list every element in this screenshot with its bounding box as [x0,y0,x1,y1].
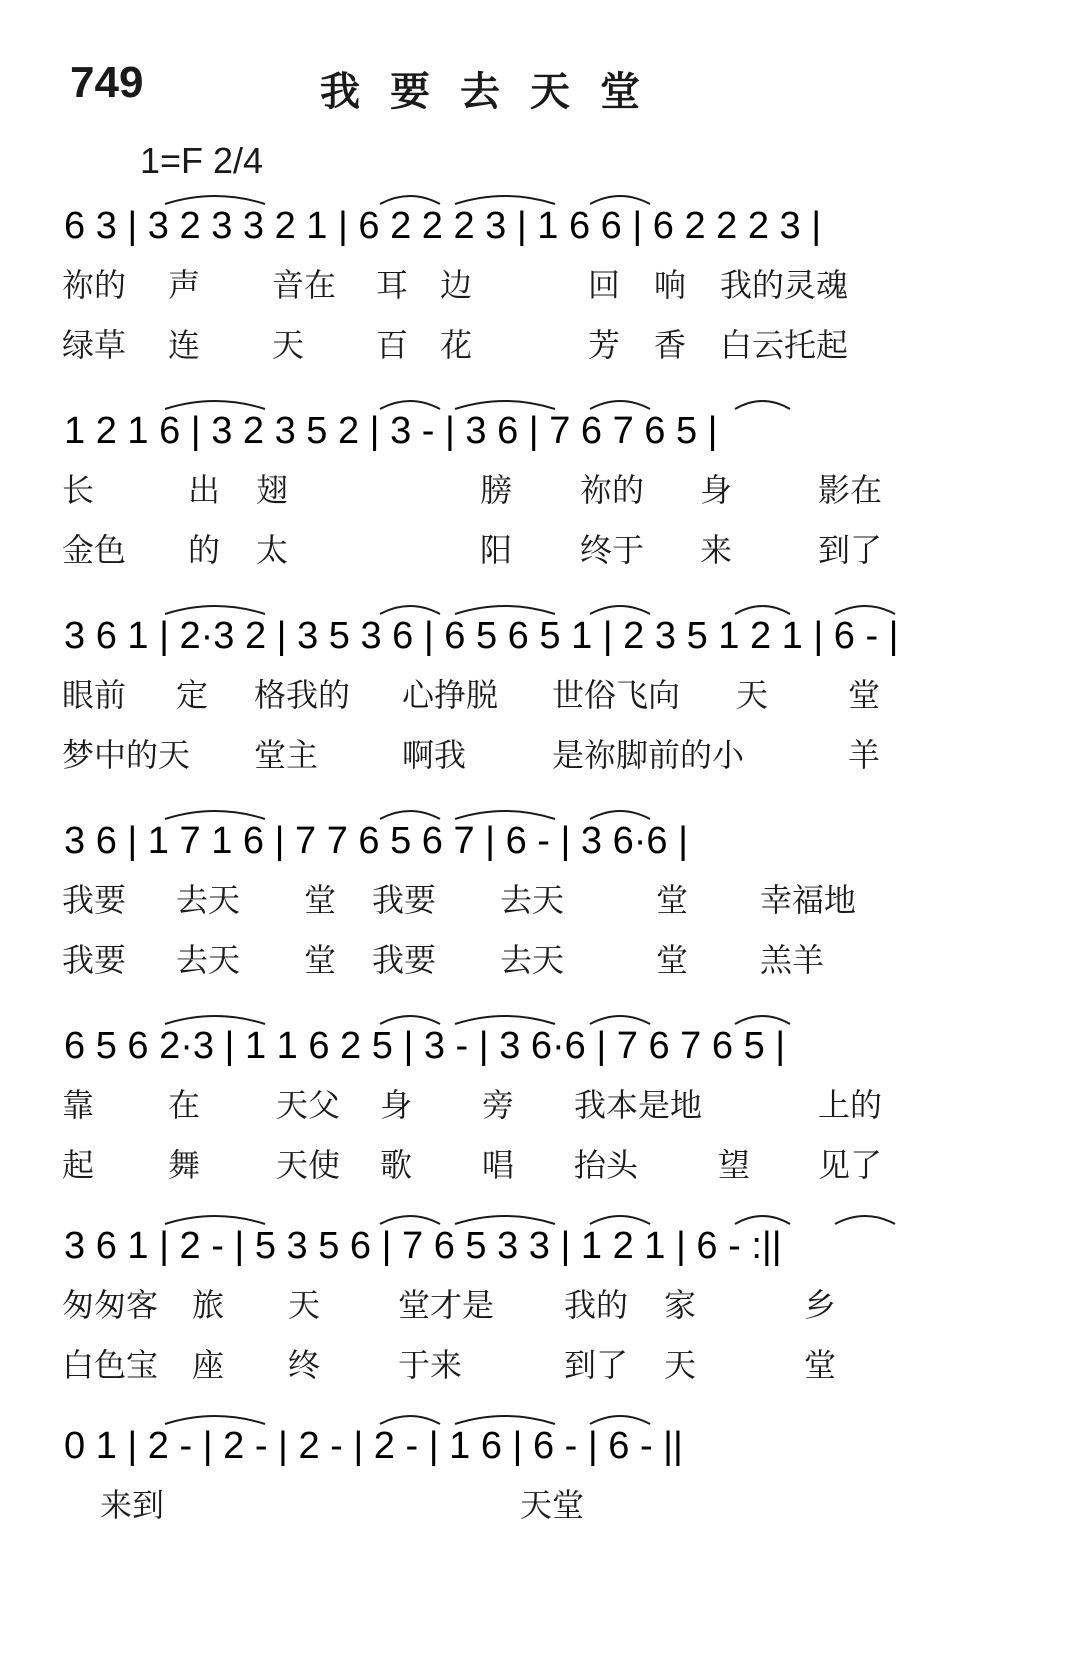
slur-arc [455,401,555,409]
lyric-word: 幸福地 [760,881,857,919]
lyric-verse-1 [0,1280,1067,1328]
lyric-word: 来到 [100,1486,165,1524]
lyric-word: 天使 [276,1146,341,1184]
notation-text: 1 2 1 6 | 3 2 3 5 2 | 3 - | 3 6 | 7 6 7 6 5 | [64,410,718,452]
notation-text: 0 1 | 2 - | 2 - | 2 - | 2 - | 1 6 | 6 - | 6 - || [64,1425,683,1467]
lyric-word: 天堂 [520,1486,585,1524]
lyric-word: 我本是地 [574,1086,703,1124]
lyric-word: 去天 [500,941,565,979]
lyric-word: 望 [718,1146,751,1184]
lyric-word: 终 [288,1346,321,1384]
slur-arc [835,1216,895,1224]
lyric-word: 金色 [62,531,127,569]
lyric-verse-2 [0,1340,1067,1388]
lyric-verse-1 [0,1480,1067,1528]
lyric-word: 羊 [848,736,881,774]
lyric-verse-1 [0,465,1067,513]
slur-arc [380,401,440,409]
lyric-word: 舞 [168,1146,201,1184]
lyric-word: 唱 [482,1146,515,1184]
lyric-word: 心挣脱 [402,676,499,714]
lyric-word: 翅 [256,471,289,509]
lyric-word: 来 [700,531,733,569]
lyric-word: 起 [62,1146,95,1184]
lyric-word: 我要 [372,881,437,919]
slur-arc [165,1416,265,1424]
lyric-verse-1 [0,875,1067,923]
lyric-word: 祢的 [580,471,645,509]
lyric-word: 上的 [818,1086,883,1124]
lyric-verse-2 [0,525,1067,573]
slur-arc [380,606,440,614]
slur-arc [590,606,650,614]
lyric-word: 堂 [304,941,337,979]
slur-arc [455,1016,555,1024]
lyric-word: 在 [168,1086,201,1124]
slur-arc [735,1216,790,1224]
lyric-word: 花 [440,326,473,364]
lyric-word: 的 [188,531,221,569]
lyric-word: 堂 [656,941,689,979]
lyric-word: 座 [192,1346,225,1384]
lyric-word: 堂 [304,881,337,919]
slur-arc [380,196,440,204]
lyric-word: 我要 [62,941,127,979]
notation-text: 6 5 6 2·3 | 1 1 6 2 5 | 3 - | 3 6·6 | 7 6 7 6 5 | [64,1025,786,1067]
lyric-word: 家 [664,1286,697,1324]
lyric-word: 堂主 [254,736,319,774]
lyric-verse-1 [0,670,1067,718]
lyric-word: 堂 [804,1346,837,1384]
lyric-word: 靠 [62,1086,95,1124]
lyric-verse-2 [0,320,1067,368]
slur-arc [590,196,650,204]
lyric-word: 出 [188,471,221,509]
slur-arc [455,606,555,614]
lyric-word: 天 [288,1286,321,1324]
lyric-word: 百 [376,326,409,364]
lyric-word: 天 [736,676,769,714]
lyric-verse-2 [0,935,1067,983]
lyric-word: 于来 [398,1346,463,1384]
lyric-word: 堂 [848,676,881,714]
notation-line [0,1210,1067,1290]
slur-arc [735,606,790,614]
slur-arc [455,1416,555,1424]
lyric-word: 声 [168,266,201,304]
notation-line [0,600,1067,680]
lyric-word: 身 [700,471,733,509]
slur-arc [165,196,265,204]
notation-text: 3 6 1 | 2·3 2 | 3 5 3 6 | 6 5 6 5 1 | 2 3 5 1 2 1 | 6 - | [64,615,899,657]
lyric-word: 歌 [380,1146,413,1184]
lyric-word: 去天 [500,881,565,919]
notation-text: 3 6 1 | 2 - | 5 3 5 6 | 7 6 5 3 3 | 1 2 1 | 6 - :|| [64,1225,782,1267]
lyric-word: 回 [588,266,621,304]
lyric-word: 音在 [272,266,337,304]
lyric-word: 到了 [564,1346,629,1384]
notation-line [0,190,1067,270]
lyric-word: 我的 [564,1286,629,1324]
lyric-word: 膀 [480,471,513,509]
lyric-word: 身 [380,1086,413,1124]
slur-arc [380,1016,440,1024]
lyric-word: 旅 [192,1286,225,1324]
notation-line [0,1010,1067,1090]
lyric-word: 羔羊 [760,941,825,979]
lyric-word: 我的灵魂 [720,266,849,304]
slur-arc [165,1016,265,1024]
lyric-word: 白云托起 [720,326,849,364]
lyric-word: 天 [664,1346,697,1384]
slur-arc [380,1216,440,1224]
lyric-word: 连 [168,326,201,364]
hymn-number: 749 [70,58,144,107]
lyric-verse-2 [0,1140,1067,1188]
slur-arc [380,811,440,819]
slur-arc [165,1216,265,1224]
lyric-verse-1 [0,260,1067,308]
lyric-word: 耳 [376,266,409,304]
lyric-word: 抬头 [574,1146,639,1184]
slur-arc [165,401,265,409]
lyric-word: 终于 [580,531,645,569]
lyric-word: 我要 [62,881,127,919]
lyric-word: 影在 [818,471,883,509]
lyric-verse-2 [0,730,1067,778]
slur-arc [590,1016,650,1024]
key-signature: 1=F 2/4 [140,140,264,181]
lyric-word: 响 [654,266,687,304]
lyric-word: 去天 [176,881,241,919]
slur-arc [455,1216,555,1224]
lyric-word: 世俗飞向 [552,676,681,714]
lyric-word: 旁 [482,1086,515,1124]
lyric-word: 阳 [480,531,513,569]
lyric-verse-1 [0,1080,1067,1128]
notation-line [0,1410,1067,1490]
notation-text: 3 6 | 1 7 1 6 | 7 7 6 5 6 7 | 6 - | 3 6·6 | [64,820,688,862]
lyric-word: 绿草 [62,326,127,364]
slur-arc [455,811,555,819]
lyric-word: 去天 [176,941,241,979]
lyric-word: 是祢脚前的小 [552,736,745,774]
lyric-word: 见了 [818,1146,883,1184]
hymn-title: 我要去天堂 [320,68,670,115]
lyric-word: 长 [62,471,95,509]
lyric-word: 我要 [372,941,437,979]
lyric-word: 白色宝 [62,1346,159,1384]
lyric-word: 乡 [804,1286,837,1324]
lyric-word: 堂才是 [398,1286,495,1324]
lyric-word: 香 [654,326,687,364]
lyric-word: 匆匆客 [62,1286,159,1324]
lyric-word: 天 [272,326,305,364]
slur-arc [590,811,650,819]
lyric-word: 梦中的天 [62,736,191,774]
slur-arc [835,606,895,614]
slur-arc [735,1016,790,1024]
lyric-word: 天父 [276,1086,341,1124]
slur-arc [590,1216,650,1224]
lyric-word: 啊我 [402,736,467,774]
slur-arc [735,401,790,409]
notation-text: 6 3 | 3 2 3 3 2 1 | 6 2 2 2 3 | 1 6 6 | 6 2 2 2 3 | [64,205,822,247]
lyric-word: 边 [440,266,473,304]
slur-arc [455,196,555,204]
lyric-word: 格我的 [254,676,351,714]
lyric-word: 堂 [656,881,689,919]
lyric-word: 太 [256,531,289,569]
slur-arc [590,401,650,409]
slur-arc [590,1416,650,1424]
slur-arc [380,1416,440,1424]
lyric-word: 到了 [818,531,883,569]
slur-arc [165,606,265,614]
lyric-word: 芳 [588,326,621,364]
notation-line [0,805,1067,885]
lyric-word: 眼前 [62,676,127,714]
lyric-word: 祢的 [62,266,127,304]
notation-line [0,395,1067,475]
slur-arc [165,811,265,819]
lyric-word: 定 [176,676,209,714]
